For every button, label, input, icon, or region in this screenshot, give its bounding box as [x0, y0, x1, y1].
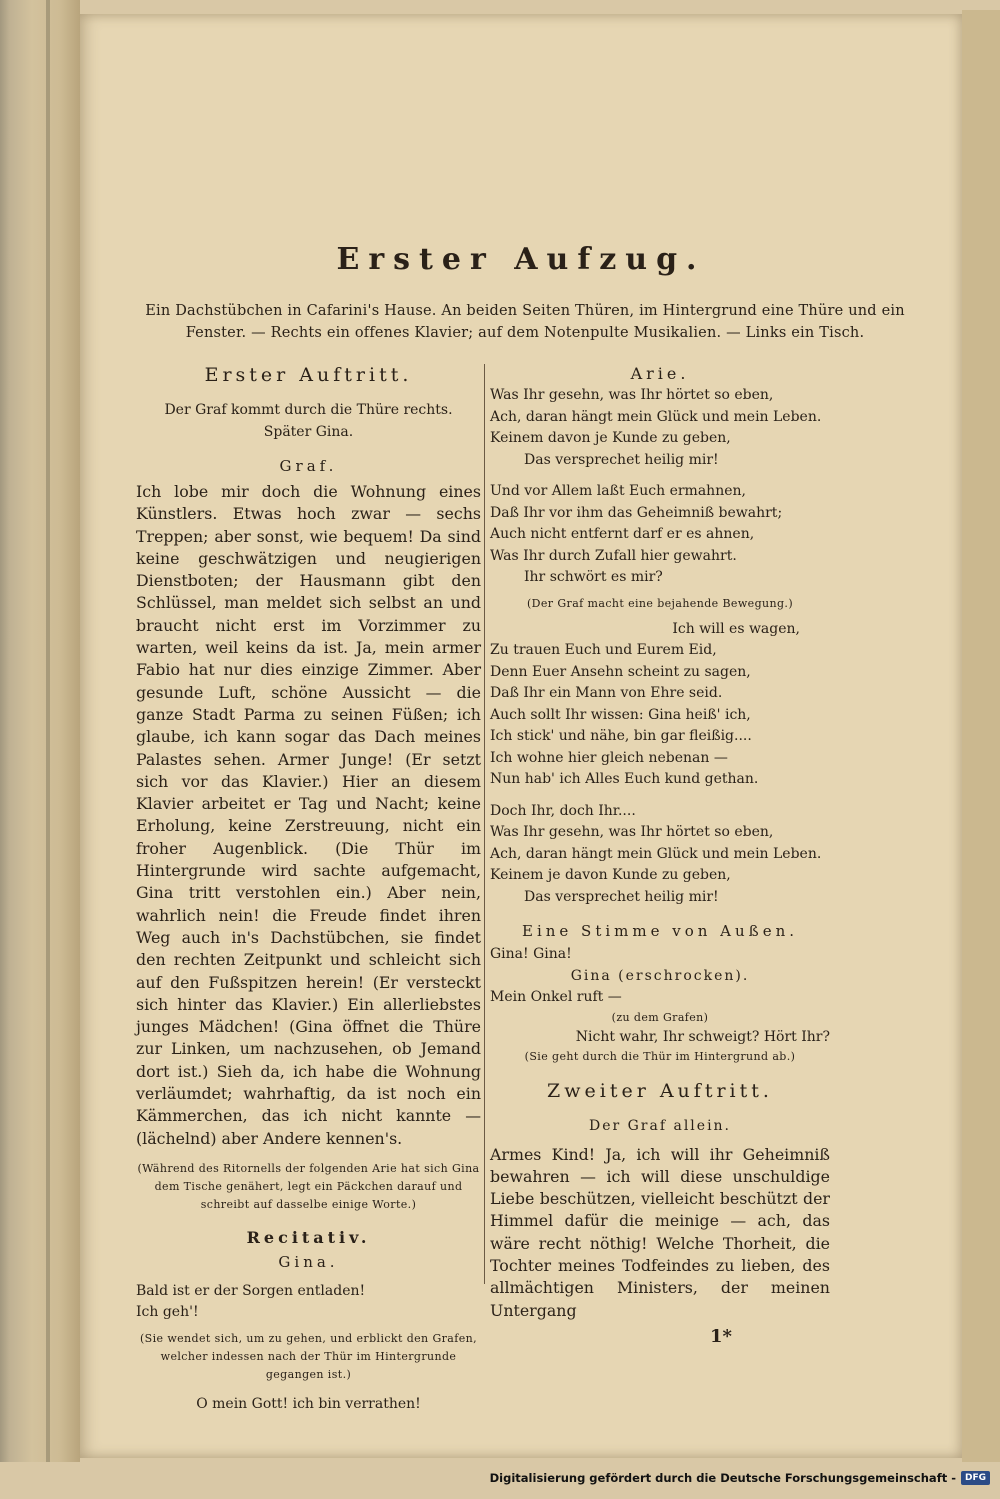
verse-line: Daß Ihr ein Mann von Ehre seid. [490, 685, 723, 701]
verse-line: Keinem davon je Kunde zu geben, [490, 430, 731, 446]
verse-line: Auch sollt Ihr wissen: Gina heiß' ich, [490, 706, 751, 723]
arie-stanza-3 [490, 640, 830, 791]
verse-line: Doch Ihr, doch Ihr.... [490, 802, 636, 819]
page-right-edge [962, 10, 1000, 1462]
footer [490, 1471, 990, 1485]
book-page [80, 14, 962, 1458]
gina-line: Mein Onkel ruft — [490, 989, 622, 1005]
spine-edge [46, 0, 50, 1462]
graf-monologue: Ich lobe mir doch die Wohnung eines Künstlers. Etwas hoch zwar — sechs Treppen; aber sonst, wie bequem! Da sind keine geschwätzigen und neugierigen Dienstboten; der Hausmann gibt den Schlüssel, man meldet sich selbst an und braucht nicht erst im Vorzimmer zu warten, weil keins da ist. Ja, mein armer Fabio hat nur dies einzige Zimmer. Aber gesunde Luft, schöne Aussicht — die ganze Stadt Parma zu seinen Füßen; ich glaube, ich kann sogar das Dach meines Palastes sehen. Armer Junge! (Er setzt sich vor das Klavier.) Hier an diesem Klavier arbeitet er Tag und Nacht; keine Erholung, keine Zerstreuung, nicht ein froher Augenblick. (Die Thür im Hintergrunde wird sachte aufgemacht, Gina tritt verstohlen ein.) Aber nein, wahrlich nein! die Freude findet ihren Weg auch in's Dachstübchen, sie findet den rechten Zeitpunkt und schleicht sich auf den Fußspitzen herein! (Er versteckt sich hinter das Klavier.) Ein allerliebstes junges Mädchen! (Gina öffnet die Thüre zur Linken, um nachzusehen, ob Jemand dort ist.) Sieh da, ich habe die Wohnung verläumdet; wahrhaftig, da ist noch ein Kämmerchen, das ich nicht kannte — (lächelnd) aber Andere kennen's. [136, 482, 481, 1148]
left-column [136, 360, 481, 1415]
book-spine [0, 0, 80, 1462]
verse-line: Nun hab' ich Alles Euch kund gethan. [490, 771, 759, 787]
arie-stanza-1 [490, 385, 830, 471]
verse-line: Keinem je davon Kunde zu geben, [490, 867, 731, 883]
speaker-graf: Graf. [279, 457, 338, 475]
verse-line: Zu trauen Euch und Eurem Eid, [490, 642, 717, 658]
arie-stanza-4 [490, 801, 830, 909]
verse-line: Das versprechet heilig mir! [524, 451, 719, 468]
scene-description: Ein Dachstübchen in Cafarini's Hause. An beiden Seiten Thüren, im Hintergrund eine Thüre und ein Fenster. — Rechts ein offenes Klavier; auf dem Notenpulte Musikalien. — Links ein Tisch. [145, 303, 905, 341]
speaker-gina: Gina. [278, 1252, 339, 1271]
stage-direction-2: (Sie wendet sich, um zu gehen, und erblickt den Grafen, welcher indessen nach der Thür im Hintergrunde gegangen ist.) [139, 1331, 478, 1381]
verse-line: Was Ihr gesehn, was Ihr hörtet so eben, [490, 387, 774, 403]
graf-monologue-2: Armes Kind! Ja, ich will ihr Geheimniß bewahren — ich will diese unschuldige Liebe beschützen, vielleicht beschützt der Himmel dafür die meinige — ach, das wäre recht nöthig! Welche Thorheit, die Tochter meines Todfeindes zu lieben, des allmächtigen Ministers, der meinen Untergang [490, 1144, 830, 1320]
page-title: Erster Aufzug. [336, 242, 706, 277]
verse-line: Was Ihr durch Zufall hier gewahrt. [490, 547, 737, 564]
verse-line: Ich will es wagen, [672, 620, 800, 637]
verse-line: Ach, daran hängt mein Glück und mein Leben. [490, 408, 822, 425]
scene2-heading: Zweiter Auftritt. [547, 1080, 773, 1102]
verse-line: Denn Euer Ansehn scheint zu sagen, [490, 663, 751, 680]
verse-line: Ich stick' und nähe, bin gar fleißig.... [490, 728, 752, 744]
verse-line: Ich wohne hier gleich nebenan — [490, 749, 728, 766]
scene1-cast: Der Graf kommt durch die Thüre rechts. [164, 402, 453, 418]
verse-line: Und vor Allem laßt Euch ermahnen, [490, 483, 746, 499]
gina-line: Nicht wahr, Ihr schweigt? Hört Ihr? [575, 1028, 830, 1045]
verse-line: Daß Ihr vor ihm das Geheimniß bewahrt; [490, 504, 783, 521]
voice-line: Gina! Gina! [490, 946, 572, 962]
scene1-cast-later: Später Gina. [263, 423, 354, 440]
gina-line: O mein Gott! ich bin verrathen! [196, 1395, 421, 1412]
stage-direction-4: (zu dem Grafen) [611, 1010, 709, 1024]
footer-text: Digitalisierung gefördert durch die Deutsche Forschungsgemeinschaft - [489, 1471, 956, 1485]
verse-line: Was Ihr gesehn, was Ihr hörtet so eben, [490, 824, 774, 840]
speaker-gina-frightened: Gina (erschrocken). [570, 967, 750, 984]
stage-direction-5: (Sie geht durch die Thür im Hintergrund ab.) [524, 1050, 796, 1063]
recitativ-heading: Recitativ. [246, 1227, 371, 1247]
column-divider [484, 364, 485, 1284]
verse-line: Das versprechet heilig mir! [524, 888, 719, 905]
right-column [490, 360, 830, 1322]
scene2-cast: Der Graf allein. [588, 1118, 732, 1134]
arie-stanza-2 [490, 481, 830, 589]
gina-line: Bald ist er der Sorgen entladen! [136, 1282, 366, 1299]
gina-line: Ich geh'! [136, 1304, 199, 1321]
dfg-logo: DFG [961, 1471, 990, 1485]
stage-direction-3: (Der Graf macht eine bejahende Bewegung.) [526, 596, 794, 610]
stage-direction-1: (Während des Ritornells der folgenden Arie hat sich Gina dem Tische genähert, legt ein Päckchen darauf und schreibt auf dasselbe einige Worte.) [137, 1161, 480, 1211]
page-number: 1* [710, 1326, 732, 1347]
verse-line: Auch nicht entfernt darf er es ahnen, [490, 526, 755, 542]
scene1-heading: Erster Auftritt. [204, 364, 413, 386]
voice-heading: Eine Stimme von Außen. [522, 922, 798, 940]
verse-line: Ach, daran hängt mein Glück und mein Leben. [490, 845, 822, 862]
verse-line: Ihr schwört es mir? [524, 569, 663, 585]
arie-heading: Arie. [630, 364, 690, 383]
